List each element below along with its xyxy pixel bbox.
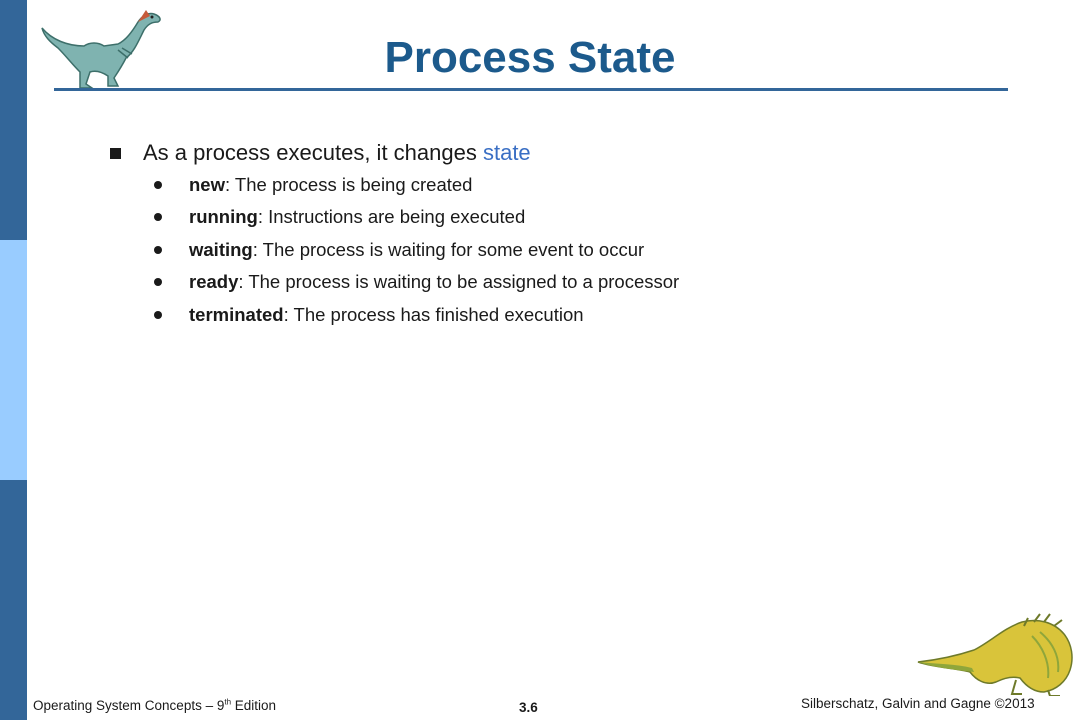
list-item-text xyxy=(189,304,584,326)
round-bullet-icon xyxy=(154,213,162,221)
footer-book-title-prefix: Operating System Concepts – 9 xyxy=(33,698,225,713)
list-item-text xyxy=(189,174,472,196)
list-item xyxy=(154,174,679,196)
state-term: running xyxy=(189,206,258,228)
list-item xyxy=(154,206,679,228)
state-term: ready xyxy=(189,271,239,293)
page-title: Process State xyxy=(384,33,676,82)
list-item xyxy=(154,239,679,261)
state-description: : The process is waiting to be assigned to a processor xyxy=(238,271,680,293)
round-bullet-icon xyxy=(154,181,162,189)
square-bullet-icon xyxy=(110,148,121,159)
dinosaur-footer-icon xyxy=(916,606,1076,696)
footer-copyright: Silberschatz, Galvin and Gagne ©2013 xyxy=(801,696,1035,711)
state-term: waiting xyxy=(189,238,253,260)
list-item-text xyxy=(189,271,679,293)
round-bullet-icon xyxy=(154,311,162,319)
sidebar-bottom-segment xyxy=(0,480,27,720)
main-bullet-highlight: state xyxy=(482,140,531,165)
list-item-text xyxy=(189,239,644,261)
footer-book-title-suffix: Edition xyxy=(231,698,277,713)
list-item xyxy=(154,304,679,326)
sidebar-middle-segment xyxy=(0,240,27,480)
footer-edition-superscript: th xyxy=(224,697,232,707)
state-description: : Instructions are being executed xyxy=(257,206,526,228)
slide-number: 3.6 xyxy=(519,700,538,715)
state-list xyxy=(154,174,679,336)
main-bullet-label: As a process executes, it changes xyxy=(143,140,483,165)
round-bullet-icon xyxy=(154,278,162,286)
state-term: new xyxy=(189,174,225,195)
title-divider xyxy=(54,88,1008,91)
state-description: : The process is being created xyxy=(224,174,473,195)
main-bullet xyxy=(110,140,531,166)
main-bullet-text xyxy=(143,140,531,166)
state-term: terminated xyxy=(189,303,284,325)
list-item-text xyxy=(189,206,525,228)
round-bullet-icon xyxy=(154,246,162,254)
state-description: : The process has finished execution xyxy=(283,303,584,325)
side-bar xyxy=(0,0,27,720)
state-description: : The process is waiting for some event to occur xyxy=(252,238,645,260)
footer-book-title xyxy=(33,698,276,713)
list-item xyxy=(154,271,679,293)
